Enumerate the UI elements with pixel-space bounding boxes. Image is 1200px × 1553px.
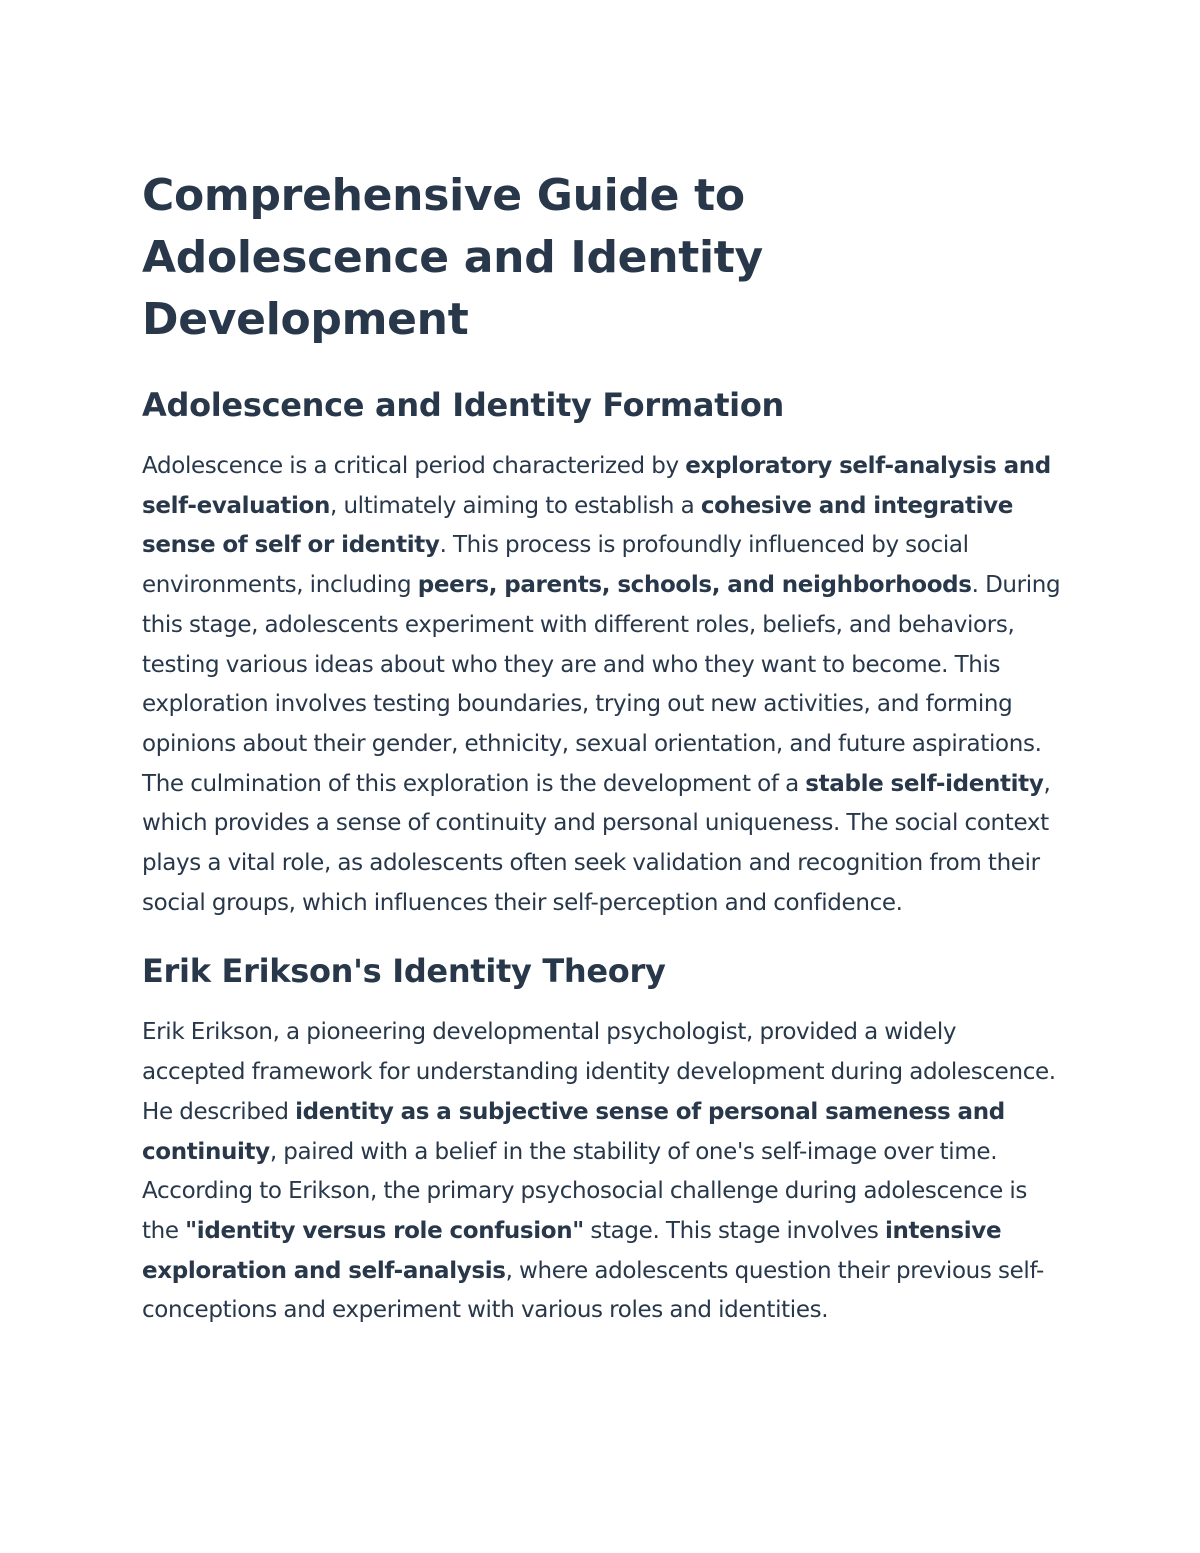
text-run: , where adolescents question their previous self-conceptions and experiment with various roles and identities. [142,1257,1044,1324]
text-run: , paired with a belief in the stability of one's self-image over time. According to Erikson, the primary psychosocial challenge during adolescence is the [142,1138,1028,1244]
text-run: , ultimately aiming to establish a [330,492,701,519]
text-run: Erik Erikson, a pioneering developmental psychologist, provided a widely accepted framework for understanding identity development during adolescence. He described [142,1019,1056,1125]
text-run: . During this stage, adolescents experiment with different roles, beliefs, and behaviors, testing various ideas about who they are and who they want to become. This exploration involves testing boundaries, trying out new activities, and forming opinions about their gender, ethnicity, sexual orientation, and future aspirations. The culmination of this exploration is the development of a [142,572,1061,797]
section-paragraph-adolescence [142,447,1062,923]
bold-text-run: identity as a subjective sense of personal sameness and continuity [142,1098,1005,1165]
bold-text-run: stable self-identity [805,770,1044,797]
document-page [142,165,1062,1331]
bold-text-run: exploratory self-analysis and self-evaluation [142,453,1051,519]
section-paragraph-erikson [142,1013,1062,1331]
text-run: Adolescence is a critical period characterized by [142,453,686,479]
text-run: stage. This stage involves [583,1217,885,1244]
text-run: . This process is profoundly influenced by social environments, including [142,532,969,599]
text-run: , which provides a sense of continuity and personal uniqueness. The social context plays a vital role, as adolescents often seek validation and recognition from their social groups, which influences their self-perception and confidence. [142,770,1051,916]
bold-text-run: "identity versus role confusion" [185,1217,584,1244]
bold-text-run: peers, parents, schools, and neighborhoods [417,572,972,599]
document-title: Comprehensive Guide to Adolescence and Identity Development [142,170,763,345]
section-heading-adolescence: Adolescence and Identity Formation [142,386,785,424]
bold-text-run: cohesive and integrative sense of self or identity [142,492,1014,559]
section-heading-erikson: Erik Erikson's Identity Theory [142,952,666,991]
bold-text-run: intensive exploration and self-analysis [142,1217,1002,1284]
